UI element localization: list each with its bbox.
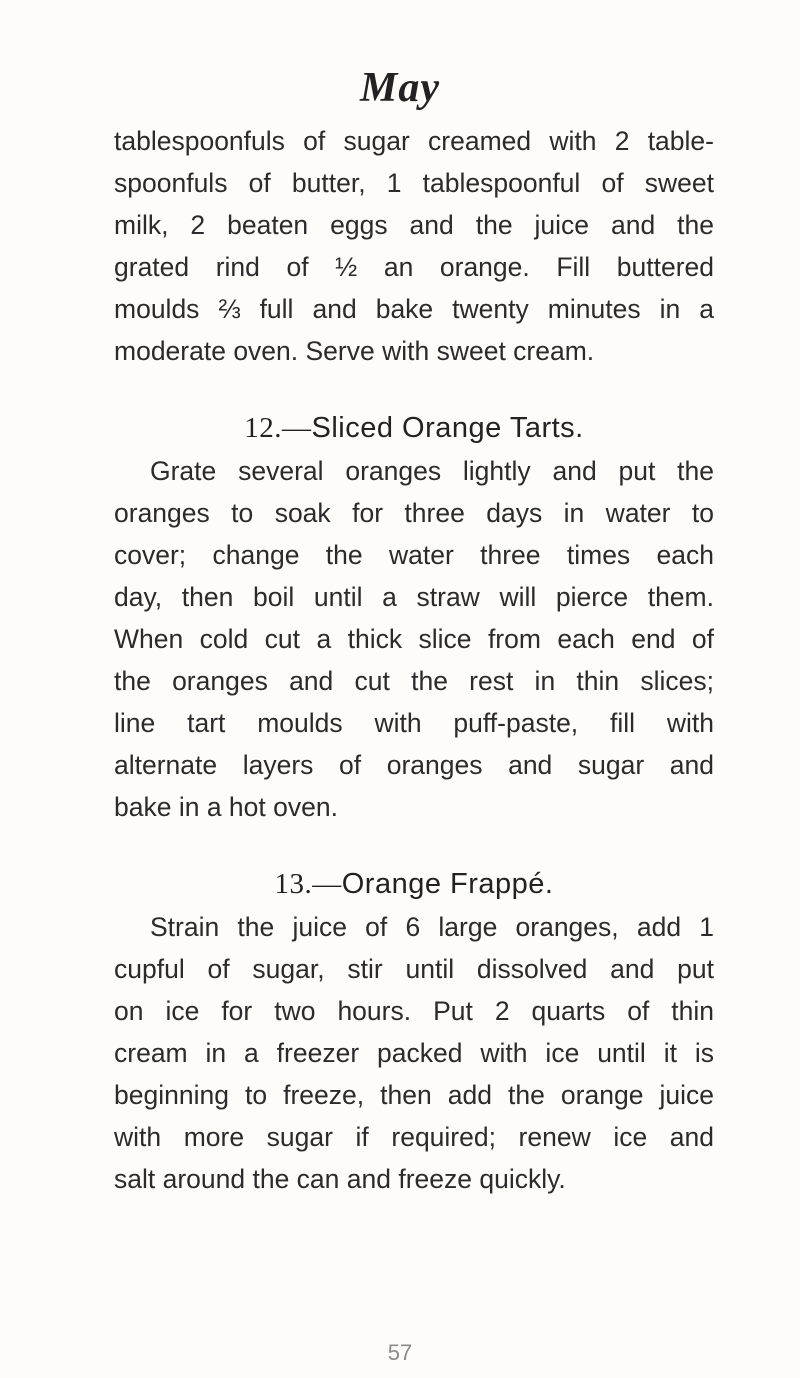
text-line: beginning to freeze, then add the orange juice <box>114 1080 714 1110</box>
text-line: cupful of sugar, stir until dissolved and put <box>114 954 714 984</box>
text-line: the oranges and cut the rest in thin slices; <box>114 666 714 696</box>
text-line: on ice for two hours. Put 2 quarts of thin <box>114 996 714 1026</box>
text-line: bake in a hot oven. <box>114 792 338 822</box>
text-line: cream in a freezer packed with ice until it is <box>114 1038 714 1068</box>
recipe-number: 12.— <box>244 412 312 444</box>
text-line: milk, 2 beaten eggs and the juice and the <box>114 210 714 240</box>
recipe-title: Orange Frappé. <box>341 868 554 900</box>
text-line: moderate oven. Serve with sweet cream. <box>114 336 595 366</box>
text-line: with more sugar if required; renew ice and <box>114 1122 714 1152</box>
recipe-heading-sliced-orange-tarts <box>114 406 714 450</box>
recipe-heading-orange-frappe <box>114 862 714 906</box>
recipe-body-sliced-orange-tarts <box>114 450 714 828</box>
recipe-title: Sliced Orange Tarts. <box>311 412 584 444</box>
intro-paragraph <box>114 120 714 372</box>
text-line: Strain the juice of 6 large oranges, add 1 <box>150 912 714 942</box>
text-line: tablespoonfuls of sugar creamed with 2 table- <box>114 126 714 156</box>
text-line: grated rind of ½ an orange. Fill buttered <box>114 252 714 282</box>
text-line: salt around the can and freeze quickly. <box>114 1164 566 1194</box>
text-line: When cold cut a thick slice from each end of <box>114 624 714 654</box>
text-line: alternate layers of oranges and sugar and <box>114 750 714 780</box>
recipe-number: 13.— <box>274 868 342 900</box>
page-body <box>114 120 714 1200</box>
text-line: day, then boil until a straw will pierce them. <box>114 582 714 612</box>
page-number: 57 <box>387 1340 413 1365</box>
text-line: cover; change the water three times each <box>114 540 714 570</box>
running-title: May <box>360 65 440 111</box>
recipe-body-orange-frappe <box>114 906 714 1200</box>
text-line: moulds ⅔ full and bake twenty minutes in a <box>114 294 714 324</box>
text-line: Grate several oranges lightly and put the <box>150 456 714 486</box>
text-line: line tart moulds with puff-paste, fill with <box>114 708 714 738</box>
text-line: oranges to soak for three days in water to <box>114 498 714 528</box>
text-line: spoonfuls of butter, 1 tablespoonful of sweet <box>114 168 714 198</box>
